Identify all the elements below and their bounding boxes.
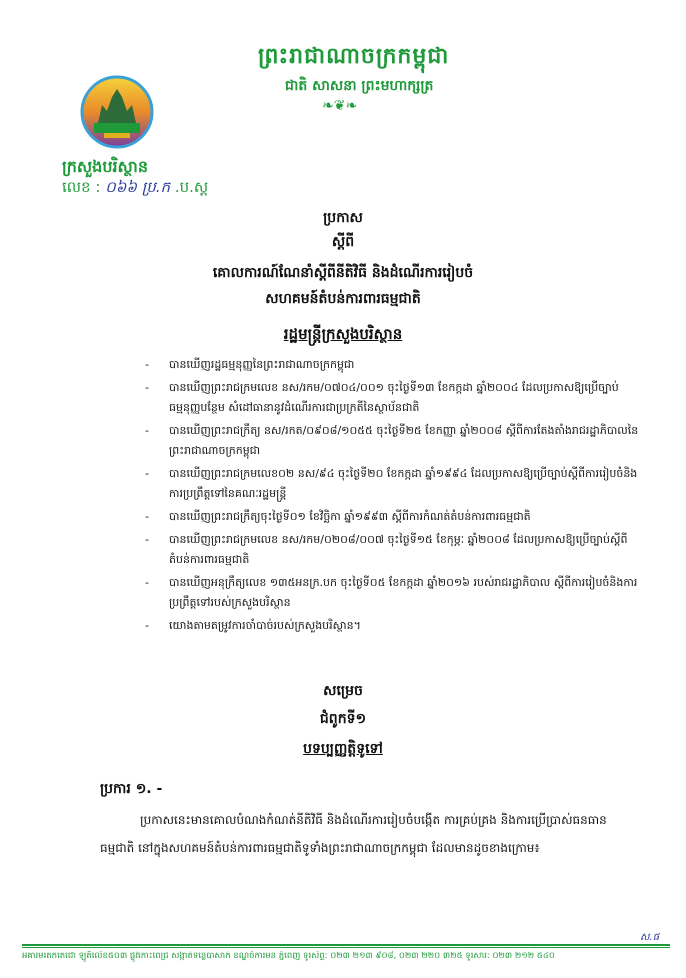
footer-divider	[22, 944, 670, 946]
reference-number	[62, 178, 208, 200]
list-item: - បានឃើញរដ្ឋធម្មនុញ្ញនៃព្រះរាជាណាចក្រកម្ពុជា	[145, 358, 355, 371]
article-label: ប្រការ ១. -	[100, 781, 163, 797]
national-motto: ជាតិ សាសនា ព្រះមហាក្សត្រ	[285, 78, 434, 94]
page-initials: ស.ផ	[640, 932, 660, 943]
ornament-divider: ❧❦❧	[322, 98, 358, 114]
list-item: - បានឃើញព្រះរាជក្រឹត្យ នស/រកត/០៩០៨/១០៥៥ ចុះថ្ងៃទី២៥ ខែកញ្ញា ឆ្នាំ២០០៨ ស្តីពីការតែងតាំងរាជរដ្ឋាភិបាលនៃព្រះរាជាណាចក្រកម្ពុជា	[145, 424, 639, 457]
chapter-title: បទប្បញ្ញត្តិទូទៅ	[303, 741, 383, 757]
kingdom-heading: ព្រះរាជាណាចក្រកម្ពុជា	[258, 44, 450, 69]
ref-handwritten: ០៦៦ ប្រ.ក	[105, 178, 171, 196]
chapter-heading: ជំពូកទី១	[319, 711, 367, 727]
issuing-authority: រដ្ឋមន្ត្រីក្រសួងបរិស្ថាន	[283, 325, 403, 343]
document-title-line1: គោលការណ៍ណែនាំស្តីពីនីតិវិធី និងដំណើរការរៀបចំ	[212, 265, 474, 281]
ministry-name: ក្រសួងបរិស្ថាន	[62, 157, 149, 176]
ministry-logo	[80, 75, 154, 149]
footer-address: អគារមរតកតេជោ ឡូតិ៍ល័េខ៥០៣ ផ្លូវកោះពេជ្រ សង្កាត់ទន្លេបាសាក់ ខណ្ឌចំការមន ភ្នំពេញ ទូរស័ព្ទ: ០២៣ ២១៣ ៩០៨, ០២៣ ២២០ ៣២៥ ទូរសារ: ០២៣ ២១២ ៥៤០	[22, 951, 555, 961]
document-type: ប្រកាស	[323, 210, 363, 226]
document-title-line2: សហគមន៍តំបន់ការពារធម្មជាតិ	[265, 291, 421, 307]
list-item: - បានឃើញព្រះរាជក្រមលេខ នស/រកម/០៧០៤/០០១ ចុះថ្ងៃទី១៣ ខែកក្កដា ឆ្នាំ២០០៤ ដែលប្រកាសឱ្យប្រើច្បាប់ធម្មនុញ្ញបន្ថែម សំដៅធានានូវដំណើរការជាប្រក្រតីនៃស្ថាប័នជាតិ	[145, 381, 619, 414]
footer-divider-thin	[22, 947, 670, 948]
ref-label: លេខ :	[62, 178, 101, 196]
list-item: - បានឃើញអនុក្រឹត្យលេខ ១៣៥អនក្រ.បក ចុះថ្ងៃទី០៥ ខែកក្កដា ឆ្នាំ២០១៦ របស់រាជរដ្ឋាភិបាល ស្តីពីការរៀបចំនិងការប្រព្រឹត្តទៅរបស់ក្រសួងបរិស្ថាន	[145, 576, 638, 609]
document-about: ស្តីពី	[331, 234, 355, 250]
list-item: - បានឃើញព្រះរាជក្រមលេខ០២ នស/៩៤ ចុះថ្ងៃទី២០ ខែកក្កដា ឆ្នាំ១៩៩៤ ដែលប្រកាសឱ្យប្រើច្បាប់ស្តីពីការរៀបចំនិងការប្រព្រឹត្តទៅនៃគណៈរដ្ឋមន្ត្រី	[145, 467, 638, 500]
list-item: - បានឃើញព្រះរាជក្រឹត្យចុះថ្ងៃទី០១ ខែវិច្ឆិកា ឆ្នាំ១៩៩៣ ស្តីពីការកំណត់តំបន់ការពារធម្មជាតិ	[145, 510, 531, 523]
decision-heading: សម្រេច	[323, 683, 363, 699]
list-item: - យោងតាមតម្រូវការចាំបាច់របស់ក្រសួងបរិស្ថាន។	[145, 619, 361, 632]
article-body: ប្រកាសនេះមានគោលបំណងកំណត់នីតិវិធី និងដំណើរការរៀបចំបង្កើត ការគ្រប់គ្រង និងការប្រើប្រាស់ធនធានធម្មជាតិ នៅក្នុងសហគមន៍តំបន់ការពារធម្មជាតិទូទាំងព្រះរាជាណាចក្រកម្ពុជា ដែលមានដូចខាងក្រោម៖	[100, 813, 607, 855]
list-item: - បានឃើញព្រះរាជក្រមលេខ នស/រកម/០២០៨/០០៧ ចុះថ្ងៃទី១៥ ខែកុម្ភៈ ឆ្នាំ២០០៨ ដែលប្រកាសឱ្យប្រើច្បាប់ស្តីពីតំបន់ការពារធម្មជាតិ	[145, 533, 628, 566]
ref-suffix: .ប.ស្ត	[174, 178, 209, 196]
references-list	[145, 355, 645, 639]
